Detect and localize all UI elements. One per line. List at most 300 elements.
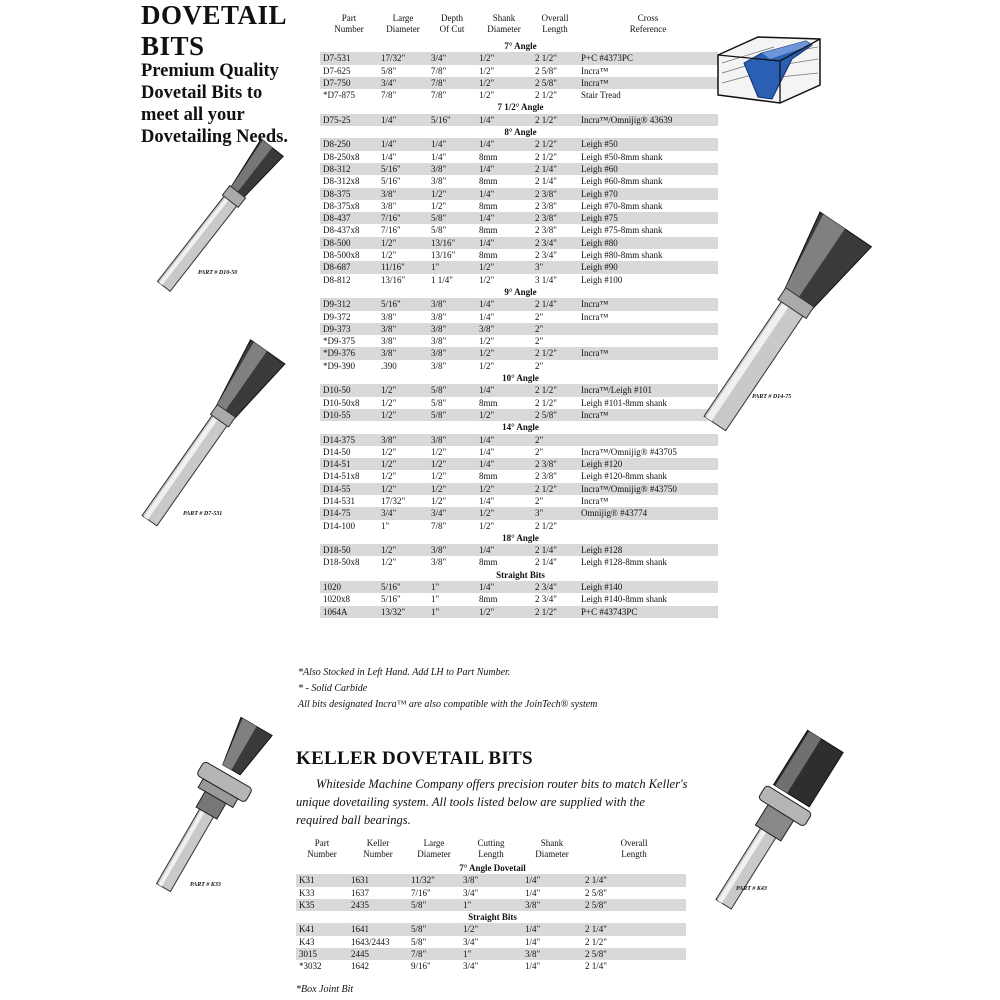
table-cell: 8mm [479, 176, 498, 187]
table-cell: D14-50 [323, 446, 351, 457]
router-bit-image-1 [138, 125, 298, 310]
table-cell: Leigh #60 [578, 163, 718, 175]
table-row [320, 360, 718, 372]
table-cell: 3/8" [378, 188, 428, 200]
table-cell: 2 5/8" [582, 948, 686, 960]
table-cell: 1/2" [428, 188, 476, 200]
table-cell: 1/4" [476, 212, 532, 224]
table-cell: 2 5/8" [532, 77, 578, 89]
table-cell: 1/2" [476, 261, 532, 273]
table-cell: 1/2" [476, 52, 532, 64]
table-cell: 2 1/2" [535, 397, 557, 408]
table-cell: 5/8" [431, 397, 447, 408]
table-cell: 2 3/8" [535, 471, 557, 482]
column-header-line: Cross [637, 13, 659, 23]
table-cell: 1/4" [431, 151, 447, 162]
table-cell: 11/16" [378, 261, 428, 273]
table-cell: 1/2" [378, 458, 428, 470]
table-cell: 5/16" [378, 581, 428, 593]
table-cell: 1641 [348, 923, 408, 935]
table-row [320, 175, 718, 187]
table-cell: Leigh #120 [578, 458, 718, 470]
title-line-1: DOVETAIL [141, 0, 288, 30]
table-cell: 2 3/8" [532, 458, 578, 470]
table-cell: D8-812 [323, 274, 351, 285]
column-header [460, 838, 522, 859]
table-cell: D10-50 [320, 384, 378, 396]
table-cell: 13/16" [428, 237, 476, 249]
column-header-line: Shank [540, 838, 564, 848]
table-cell: .390 [381, 360, 397, 371]
table-cell: 3/8" [428, 323, 476, 335]
dovetail-joint-illustration [714, 33, 822, 105]
table-cell: 8mm [479, 151, 498, 162]
table-cell: Leigh #101-8mm shank [581, 397, 667, 408]
table-cell: K35 [296, 899, 348, 911]
column-header [378, 13, 428, 34]
table-cell: Leigh #50-8mm shank [581, 151, 663, 162]
table-cell: 1/4" [525, 961, 541, 972]
table-row [320, 224, 718, 236]
table-cell: 1/4" [476, 114, 532, 126]
main-spec-table [320, 40, 718, 618]
table-cell: Leigh #140 [578, 581, 718, 593]
table-cell: 5/16" [428, 114, 476, 126]
table-cell: 2 5/8" [532, 409, 578, 421]
table-cell: Leigh #100 [581, 274, 623, 285]
table-cell: 5/16" [378, 298, 428, 310]
page-title [141, 0, 287, 62]
table-cell: 2 1/2" [532, 606, 578, 618]
table-cell: 2" [535, 360, 544, 371]
table-cell: 1/2" [378, 483, 428, 495]
table-row [320, 138, 718, 150]
table-row [320, 114, 718, 126]
table-cell: D9-373 [320, 323, 378, 335]
column-header-line: Overall [541, 13, 569, 23]
table-cell: D7-625 [323, 65, 351, 76]
table-cell: 1/4" [525, 936, 541, 947]
table-cell: 11/32" [408, 874, 460, 886]
table-cell: Leigh #70 [578, 188, 718, 200]
section-label: Straight Bits [296, 911, 686, 923]
column-header-line: Length [621, 848, 647, 859]
table-cell: 2 3/8" [535, 200, 557, 211]
table-cell: Incra™/Leigh #101 [578, 384, 718, 396]
table-cell: 8mm [479, 557, 498, 568]
table-cell: 1/4" [479, 495, 495, 506]
table-cell: 1631 [348, 874, 408, 886]
table-cell: 7/8" [408, 948, 460, 960]
column-header-line: Diameter [487, 23, 521, 34]
table-cell: 2 5/8" [535, 65, 557, 76]
table-row [320, 446, 718, 458]
table-cell: D8-375 [320, 188, 378, 200]
table-row [320, 347, 718, 359]
table-cell: 1/2" [479, 65, 495, 76]
table-row [320, 311, 718, 323]
table-cell: Leigh #50 [578, 138, 718, 150]
table-cell: 2" [535, 336, 544, 347]
table-cell: 1/4" [476, 581, 532, 593]
table-cell: 7/8" [428, 77, 476, 89]
table-cell: Incra™ [581, 495, 609, 506]
column-header-line: Number [363, 848, 393, 859]
table-cell: 2 1/2" [532, 114, 578, 126]
table-cell: D10-55 [320, 409, 378, 421]
table-cell: 7/16" [411, 887, 431, 898]
table-cell: 1020x8 [323, 594, 350, 605]
table-cell: 3/8" [381, 200, 397, 211]
table-cell: D8-500 [320, 237, 378, 249]
table-cell: 1/4" [476, 138, 532, 150]
table-row [296, 874, 686, 886]
table-row [320, 89, 718, 101]
section-row [320, 532, 718, 544]
table-cell: 3/4" [463, 887, 479, 898]
column-header [296, 838, 348, 859]
keller-spec-table [296, 862, 686, 973]
caption-bit-4: PART # K33 [190, 882, 221, 888]
table-cell: 2 1/4" [532, 544, 578, 556]
table-cell: 1/2" [381, 397, 397, 408]
table-cell: 7/8" [431, 520, 447, 531]
table-cell: 2" [532, 434, 578, 446]
column-header-line: Part [341, 13, 357, 23]
table-cell: 5/8" [408, 899, 460, 911]
table-cell: Incra™/Omnijig® #43705 [581, 446, 677, 457]
column-header-line: Number [334, 23, 364, 34]
table-cell: 1637 [351, 887, 369, 898]
column-header-line: Reference [629, 23, 667, 34]
table-row [320, 495, 718, 507]
table-cell: 1/2" [476, 347, 532, 359]
table-cell: 1/2" [479, 274, 495, 285]
table-cell: D8-687 [320, 261, 378, 273]
table-cell: 2 3/8" [535, 225, 557, 236]
table-row [320, 409, 718, 421]
table-row [320, 237, 718, 249]
table-cell: D8-437x8 [323, 225, 360, 236]
table-cell: 1/4" [525, 887, 541, 898]
table-row [320, 77, 718, 89]
table-cell: 8mm [479, 200, 498, 211]
table-cell: 2 1/4" [532, 298, 578, 310]
table-cell: 5/8" [431, 225, 447, 236]
table-cell: 5/8" [428, 409, 476, 421]
router-bit-image-3 [680, 205, 880, 445]
column-header-line: Diameter [535, 848, 569, 859]
table-cell: K41 [296, 923, 348, 935]
table-cell: 1/2" [431, 200, 447, 211]
table-cell: 1" [431, 594, 440, 605]
table-cell: P+C #4373PC [578, 52, 718, 64]
table-row [296, 960, 686, 972]
table-row [320, 52, 718, 64]
table-cell: D8-312 [320, 163, 378, 175]
table-cell: 3/8" [428, 544, 476, 556]
table-cell: 13/16" [381, 274, 406, 285]
section-label: 14° Angle [320, 421, 718, 433]
table-cell: 1/2" [460, 923, 522, 935]
table-cell: 2 1/2" [532, 138, 578, 150]
table-cell: 1" [428, 581, 476, 593]
section-label: 10° Angle [320, 372, 718, 384]
table-cell: 1/2" [431, 471, 447, 482]
table-cell: 1/2" [381, 557, 397, 568]
column-header-line: Large [423, 838, 445, 848]
keller-intro: Whiteside Machine Company offers precision router bits to match Keller's unique dovetailing system. All tools listed below are supplied with the required ball bearings. [296, 777, 688, 827]
section-label: 7° Angle Dovetail [296, 862, 686, 874]
table-cell: D8-375x8 [323, 200, 360, 211]
table-cell: 1/2" [479, 520, 495, 531]
table-cell: 3/8" [381, 311, 397, 322]
table-cell: 3015 [296, 948, 348, 960]
column-header [522, 838, 582, 859]
table-cell: 8mm [479, 225, 498, 236]
table-cell: D14-531 [323, 495, 355, 506]
table-cell: *D9-375 [323, 336, 355, 347]
table-row [320, 151, 718, 163]
section-row [320, 101, 718, 113]
table-cell: 2 5/8" [582, 899, 686, 911]
table-cell: D14-51x8 [323, 471, 360, 482]
column-header-line: Part [314, 838, 330, 848]
table-cell: 1 1/4" [431, 274, 453, 285]
table-cell: 1/2" [378, 409, 428, 421]
table-cell: 2 1/2" [532, 483, 578, 495]
column-header [348, 838, 408, 859]
table-cell: 1/4" [522, 923, 582, 935]
table-cell: Incra™/Omnijig® 43639 [578, 114, 718, 126]
table-cell: 2 1/2" [532, 384, 578, 396]
table-cell: 2 1/4" [535, 557, 557, 568]
table-cell: 1/2" [479, 360, 495, 371]
table-cell: 1/2" [431, 495, 447, 506]
table-cell: 1/4" [476, 458, 532, 470]
table-cell: 2 3/8" [532, 212, 578, 224]
column-header-line: Cutting [477, 838, 505, 848]
table-cell: 1/2" [476, 409, 532, 421]
table-cell: 3/8" [431, 311, 447, 322]
section-row [296, 911, 686, 923]
section-label: 8° Angle [320, 126, 718, 138]
table-cell: 3/8" [431, 336, 447, 347]
table-cell: 2 1/2" [532, 347, 578, 359]
table-cell: 1/2" [381, 446, 397, 457]
table-cell: 5/16" [381, 594, 401, 605]
column-header [578, 13, 718, 34]
table-cell: 1020 [320, 581, 378, 593]
table-cell: Incra™ [581, 311, 609, 322]
column-header [476, 13, 532, 34]
table-cell: 3/4" [463, 936, 479, 947]
table-cell: 1/2" [381, 250, 397, 261]
table-cell: 2" [532, 323, 578, 335]
table-row [320, 483, 718, 495]
table-cell: Incra™ [578, 347, 718, 359]
table-cell: 2 3/4" [535, 250, 557, 261]
table-row [320, 335, 718, 347]
table-cell: Incra™ [578, 409, 718, 421]
table-cell: D18-50x8 [323, 557, 360, 568]
table-cell: 5/8" [428, 212, 476, 224]
table-cell: 2 1/2" [535, 151, 557, 162]
column-header [582, 838, 686, 859]
table-cell: 2 5/8" [585, 887, 607, 898]
table-row [320, 298, 718, 310]
table-row [320, 581, 718, 593]
table-row [296, 887, 686, 899]
table-cell: D9-312 [320, 298, 378, 310]
table-cell: 13/16" [431, 250, 456, 261]
caption-bit-1: PART # D10-50 [198, 270, 238, 276]
section-label: 7 1/2° Angle [320, 101, 718, 113]
title-line-2: BITS [141, 31, 205, 61]
table-cell: 1/2" [476, 606, 532, 618]
table-cell: 2 1/4" [532, 163, 578, 175]
section-label: 7° Angle [320, 40, 718, 52]
table-row [320, 520, 718, 532]
table-cell: D8-250 [320, 138, 378, 150]
table-cell: 3/8" [428, 298, 476, 310]
table-cell: Leigh #75-8mm shank [581, 225, 663, 236]
table-row [320, 200, 718, 212]
table-cell: 1/4" [476, 298, 532, 310]
table-cell: D7-750 [320, 77, 378, 89]
table-cell: 3/4" [378, 77, 428, 89]
table-cell: 1/4" [381, 151, 397, 162]
table-cell: 5/8" [428, 384, 476, 396]
table-cell: *D9-390 [323, 360, 355, 371]
section-row [320, 372, 718, 384]
caption-bit-3: PART # D14-75 [752, 394, 792, 400]
table-cell: 2" [535, 495, 544, 506]
table-cell: D8-500x8 [323, 250, 360, 261]
table-cell: Omnijig® #43774 [578, 507, 718, 519]
table-cell: 1/4" [522, 874, 582, 886]
table-cell: 1/2" [378, 544, 428, 556]
table-cell: 1/2" [428, 458, 476, 470]
table-row [296, 936, 686, 948]
table-cell: 2 3/4" [535, 594, 557, 605]
table-cell: 3/8" [378, 347, 428, 359]
table-cell: 1/2" [428, 483, 476, 495]
table-cell: 7/16" [381, 225, 401, 236]
table-cell: D18-50 [320, 544, 378, 556]
table-cell: 8mm [479, 471, 498, 482]
table-cell: Leigh #128-8mm shank [581, 557, 667, 568]
table-cell: Leigh #70-8mm shank [581, 200, 663, 211]
table-row [320, 163, 718, 175]
table-cell: 5/8" [411, 936, 427, 947]
table-cell: 1/4" [476, 163, 532, 175]
column-header-line: Large [392, 13, 414, 23]
table-cell: 2435 [348, 899, 408, 911]
note-incra: All bits designated Incra™ are also compatible with the JoinTech® system [298, 699, 598, 710]
table-cell: 7/8" [381, 90, 397, 101]
column-header [408, 838, 460, 859]
table-cell: Incra™ [578, 298, 718, 310]
caption-bit-2: PART # D7-531 [183, 511, 223, 517]
column-header [320, 13, 378, 34]
table-cell: 1/4" [476, 434, 532, 446]
column-header-line: Keller [366, 838, 390, 848]
table-cell: 8mm [479, 594, 498, 605]
table-cell: 3" [532, 507, 578, 519]
table-cell: Leigh #75 [578, 212, 718, 224]
table-cell: Leigh #80 [578, 237, 718, 249]
table-cell [578, 520, 718, 532]
table-cell: 3/8" [522, 899, 582, 911]
section-row [320, 126, 718, 138]
table-cell: *D7-875 [323, 90, 355, 101]
table-cell: Stair Tread [581, 90, 621, 101]
table-row [320, 274, 718, 286]
table-cell: 1/4" [476, 544, 532, 556]
table-cell: 3" [532, 261, 578, 273]
column-header-line: Number [307, 848, 337, 859]
table-cell: 5/16" [378, 163, 428, 175]
table-cell: D14-100 [323, 520, 355, 531]
section-label: Straight Bits [320, 569, 718, 581]
column-header-line: Depth [441, 13, 463, 23]
table-cell: 1/4" [378, 138, 428, 150]
table-cell: 3/8" [428, 163, 476, 175]
table-cell: 3/8" [431, 360, 447, 371]
table-row [320, 323, 718, 335]
table-cell: 3/4" [463, 961, 479, 972]
table-cell: 1643/2443 [351, 936, 390, 947]
table-cell: K43 [299, 936, 315, 947]
column-header-line: Length [542, 23, 568, 34]
section-row [320, 40, 718, 52]
table-row [320, 556, 718, 568]
section-row [320, 421, 718, 433]
table-cell: 1/2" [381, 471, 397, 482]
table-row [296, 948, 686, 960]
table-row [320, 65, 718, 77]
table-cell: *3032 [299, 961, 322, 972]
table-cell: 2 1/4" [585, 961, 607, 972]
table-cell: Leigh #90 [578, 261, 718, 273]
table-cell: D14-51 [320, 458, 378, 470]
table-cell: 3/8" [431, 176, 447, 187]
table-cell: 2 1/2" [535, 520, 557, 531]
table-cell: 1642 [351, 961, 369, 972]
router-bit-image-5 [680, 725, 870, 920]
table-cell: 3/4" [378, 507, 428, 519]
table-cell: D10-50x8 [323, 397, 360, 408]
table-cell: D14-375 [320, 434, 378, 446]
keller-section-title: KELLER DOVETAIL BITS [296, 748, 533, 769]
table-cell: 1/2" [479, 90, 495, 101]
table-row [320, 507, 718, 519]
table-cell: 2 1/2" [535, 90, 557, 101]
table-cell: 13/32" [378, 606, 428, 618]
table-cell: 1" [460, 948, 522, 960]
table-cell: 7/8" [431, 90, 447, 101]
table-cell: 17/32" [381, 495, 406, 506]
note-solid-carbide: * - Solid Carbide [298, 683, 368, 694]
table-cell: 3/8" [428, 347, 476, 359]
table-cell: 1/4" [476, 384, 532, 396]
table-cell: 2 1/4" [582, 874, 686, 886]
router-bit-image-4 [130, 712, 290, 902]
table-cell: 1/2" [476, 77, 532, 89]
table-cell: 3/8" [460, 874, 522, 886]
table-cell: 1/4" [476, 188, 532, 200]
